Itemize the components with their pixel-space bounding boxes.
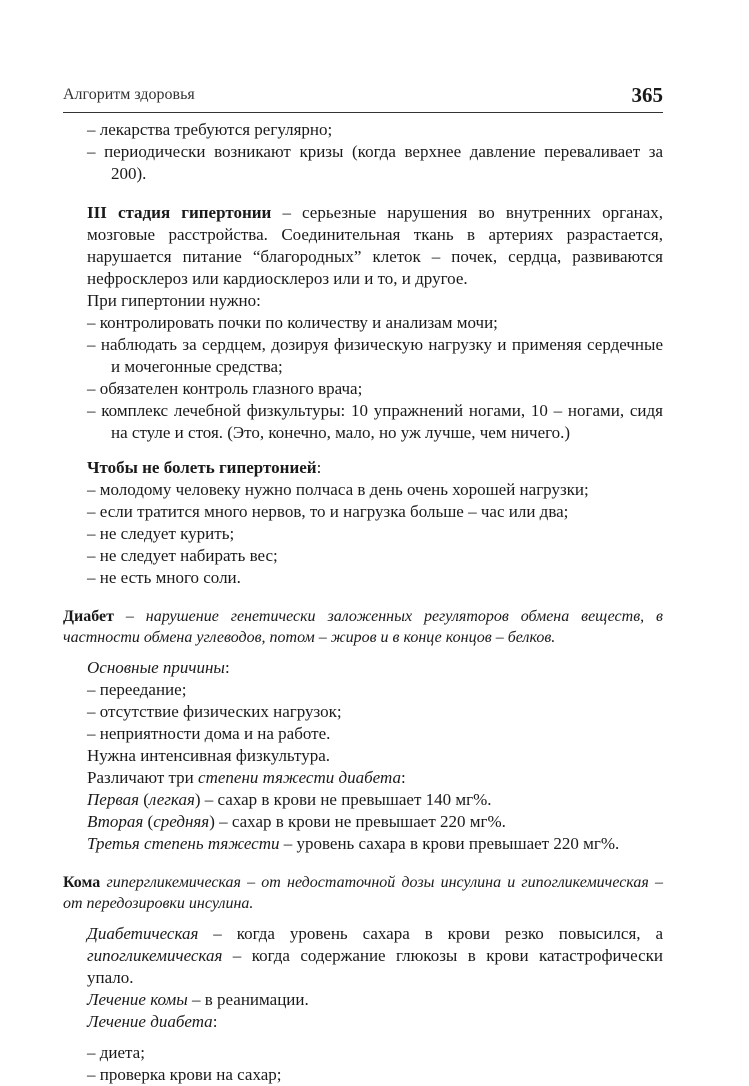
list-item: – периодически возникают кризы (когда верхнее давление переваливает за 200). (87, 142, 663, 183)
paragraph-causes: Основные причины: (87, 658, 230, 677)
list-item: – если тратится много нервов, то и нагрузка больше – час или два; (87, 502, 569, 521)
paragraph-diab-coma: Диабетическая – когда уровень сахара в крови резко повысился, а гипогликемическая – когда содержание глюкозы в крови катастрофически упало. (87, 924, 663, 987)
running-title: Алгоритм здоровья (63, 86, 195, 103)
list-item: – отсутствие физических нагрузок; (87, 702, 342, 721)
paragraph-diabetes: Диабет – нарушение генетически заложенных регуляторов обмена веществ, в частности обмена углеводов, потом – жиров и в конце концов – белков. (63, 608, 663, 646)
list-item: – не следует набирать вес; (87, 546, 278, 565)
paragraph-prevent: Чтобы не болеть гипертонией: (87, 458, 322, 477)
list-item: – диета; (87, 1043, 145, 1062)
paragraph-need: При гипертонии нужно: (87, 291, 261, 310)
list-item: – лекарства требуются регулярно; (87, 120, 333, 139)
term-coma: Кома (63, 874, 101, 891)
term-diabetes: Диабет (63, 608, 114, 625)
list-item: – проверка крови на сахар; (87, 1065, 282, 1084)
paragraph-diabetes-treatment: Лечение диабета: (87, 1012, 218, 1031)
paragraph-needed: Нужна интенсивная физкультура. (87, 746, 331, 765)
paragraph-second: Вторая (средняя) – сахар в крови не превышает 220 мг%. (87, 812, 506, 831)
list-item: – наблюдать за сердцем, дозируя физическую нагрузку и применяя сердечные и мочегонные средства; (87, 335, 663, 376)
list-item: – переедание; (87, 680, 187, 699)
list-item: – не есть много соли. (87, 568, 241, 587)
list-item: – контролировать почки по количеству и анализам мочи; (87, 313, 498, 332)
list-item: – комплекс лечебной физкультуры: 10 упражнений ногами, 10 – ногами, сидя на стуле и стоя. (Это, конечно, мало, но уж лучше, чем ничего.) (87, 401, 663, 442)
list-item: – неприятности дома и на работе. (87, 724, 331, 743)
running-header (63, 83, 663, 110)
list-item: – обязателен контроль глазного врача; (87, 379, 363, 398)
paragraph-degrees: Различают три степени тяжести диабета: (87, 768, 406, 787)
paragraph-stage3: III стадия гипертонии – серьезные нарушения во внутренних органах, мозговые расстройства. Соединительная ткань в артериях разрастается, нарушается питание “благородных” клеток – почек, сердца, развиваются нефросклероз или кардиосклероз или и то, и другое. (87, 203, 664, 288)
header-rule (63, 112, 663, 113)
list-item: – не следует курить; (87, 524, 235, 543)
page-number: 365 (631, 83, 663, 107)
paragraph-coma-treatment: Лечение комы – в реанимации. (87, 990, 309, 1009)
term-stage3: III стадия гипертонии (87, 203, 272, 222)
paragraph-coma: Кома гипергликемическая – от недостаточной дозы инсулина и гипогликемическая – от передозировки инсулина. (63, 874, 663, 912)
term-prevent: Чтобы не болеть гипертонией (87, 458, 317, 477)
paragraph-third: Третья степень тяжести – уровень сахара в крови превышает 220 мг%. (87, 834, 620, 853)
page-content (63, 119, 663, 1086)
paragraph-first: Первая (легкая) – сахар в крови не превышает 140 мг%. (87, 790, 492, 809)
list-item: – молодому человеку нужно полчаса в день очень хорошей нагрузки; (87, 480, 589, 499)
